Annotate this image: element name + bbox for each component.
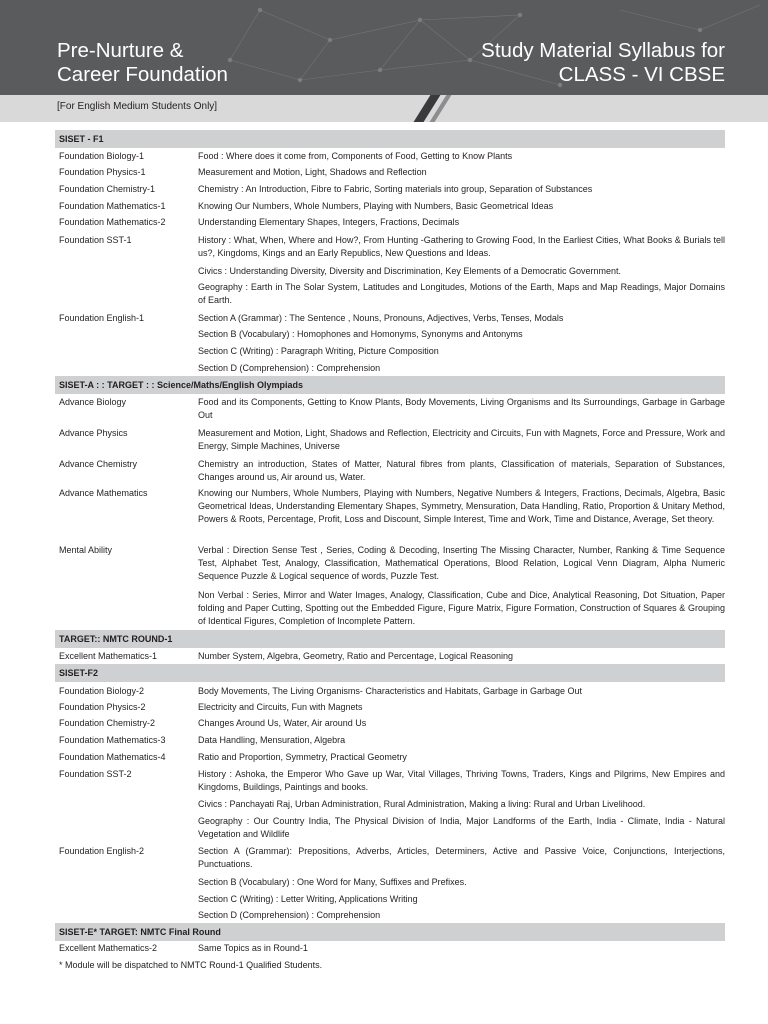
- subject-label: Foundation English-1: [59, 313, 145, 323]
- subject-label: Foundation Chemistry-1: [59, 184, 156, 194]
- topics-text: History : Ashoka, the Emperor Who Gave up War, Vital Villages, Thriving Towns, Traders, Kings and Pilgrims, New Empires and Kingdoms, Buildings, Paintings and books.: [198, 769, 725, 792]
- subject-label: Foundation Mathematics-3: [59, 735, 166, 745]
- footnote: * Module will be dispatched to NMTC Round-1 Qualified Students.: [59, 960, 323, 970]
- brand-title: [57, 39, 228, 87]
- subject-label: Foundation Mathematics-4: [59, 752, 166, 762]
- subject-label: Advance Chemistry: [59, 459, 138, 469]
- document-title-line2: CLASS - VI CBSE: [558, 63, 725, 86]
- topics-text: Section A (Grammar): Prepositions, Adverbs, Articles, Determiners, Active and Passive Voice, Conjunctions, Interjections, Punctuations.: [198, 846, 725, 869]
- subject-label: Foundation SST-2: [59, 769, 132, 779]
- topics-text: Section C (Writing) : Letter Writing, Applications Writing: [198, 894, 418, 904]
- topics-text: Knowing Our Numbers, Whole Numbers, Playing with Numbers, Basic Geometrical Ideas: [198, 201, 554, 211]
- topics-text: Civics : Understanding Diversity, Diversity and Discrimination, Key Elements of a Democratic Government.: [198, 266, 621, 276]
- topics-text: Ratio and Proportion, Symmetry, Practical Geometry: [198, 752, 407, 762]
- topics-text: Data Handling, Mensuration, Algebra: [198, 735, 346, 745]
- section-header: SISET - F1: [55, 130, 725, 148]
- header-banner: [0, 0, 768, 95]
- section-header: SISET-A : : TARGET : : Science/Maths/English Olympiads: [55, 376, 725, 394]
- brand-title-line2: Career Foundation: [57, 63, 228, 86]
- subject-label: Foundation Chemistry-2: [59, 718, 156, 728]
- subject-label: Foundation Physics-2: [59, 702, 146, 712]
- brand-title-line1: Pre-Nurture &: [57, 39, 184, 62]
- subject-label: Advance Physics: [59, 428, 128, 438]
- topics-text: Understanding Elementary Shapes, Integers, Fractions, Decimals: [198, 217, 460, 227]
- section-header: SISET-F2: [55, 664, 725, 682]
- topics-text: Food : Where does it come from, Components of Food, Getting to Know Plants: [198, 151, 513, 161]
- topics-text: Section A (Grammar) : The Sentence , Nouns, Pronouns, Adjectives, Verbs, Tenses, Modals: [198, 313, 564, 323]
- subject-label: Foundation English-2: [59, 846, 145, 856]
- topics-text: Changes Around Us, Water, Air around Us: [198, 718, 367, 728]
- topics-text: Food and its Components, Getting to Know Plants, Body Movements, Living Organisms and Its Surroundings, Garbage in Garbage Out: [198, 397, 725, 420]
- subject-label: Foundation Biology-2: [59, 686, 145, 696]
- topics-text: Number System, Algebra, Geometry, Ratio and Percentage, Logical Reasoning: [198, 651, 513, 661]
- topics-text: Non Verbal : Series, Mirror and Water Images, Analogy, Classification, Cube and Dice, Analytical Reasoning, Dot Situation, Paper folding and Paper Cutting, Spotting out the Embedded Figure, Figure Matrix, Figure Formation, Construction of Squares & Grouping of Identical Figures, Completion of Incomplete Pattern.: [198, 590, 725, 626]
- subject-label: Foundation Mathematics-1: [59, 201, 166, 211]
- topics-text: Measurement and Motion, Light, Shadows and Reflection: [198, 167, 427, 177]
- topics-text: Geography : Earth in The Solar System, Latitudes and Longitudes, Motions of the Earth, Maps and Map Readings, Major Domains of Earth.: [198, 282, 725, 305]
- subject-label: Mental Ability: [59, 545, 113, 555]
- topics-text: Section B (Vocabulary) : Homophones and Homonyms, Synonyms and Antonyms: [198, 329, 523, 339]
- topics-text: History : What, When, Where and How?, From Hunting -Gathering to Growing Food, In the Earliest Cities, What Books & Burials tell us?, Kingdoms, Kings and an Early Republics, New Questions and Ideas.: [198, 235, 725, 258]
- subject-label: Advance Biology: [59, 397, 127, 407]
- topics-text: Section D (Comprehension) : Comprehension: [198, 910, 381, 920]
- document-title: [481, 39, 725, 87]
- topics-text: Electricity and Circuits, Fun with Magnets: [198, 702, 363, 712]
- topics-text: Geography : Our Country India, The Physical Division of India, Major Landforms of the Earth, India - Climate, India - Natural Vegetation and Wildlife: [198, 816, 725, 839]
- topics-text: Section B (Vocabulary) : One Word for Many, Suffixes and Prefixes.: [198, 877, 467, 887]
- topics-text: Same Topics as in Round-1: [198, 943, 308, 953]
- topics-text: Verbal : Direction Sense Test , Series, Coding & Decoding, Inserting The Missing Character, Number, Ranking & Time Sequence Test, Alphabet Test, Analogy, Classification, Mathematical Operations, Blood Relation, Logical Venn Diagram, Alpha Numeric Sequence Puzzle & Logical sequence of words, Puzzle Test.: [198, 545, 725, 581]
- topics-text: Measurement and Motion, Light, Shadows and Reflection, Electricity and Circuits, Fun with Magnets, Force and Pressure, Work and Energy, Simple Machines, Universe: [198, 428, 725, 451]
- document-title-line1: Study Material Syllabus for: [481, 39, 725, 62]
- subject-label: Excellent Mathematics-2: [59, 943, 158, 953]
- topics-text: Section C (Writing) : Paragraph Writing, Picture Composition: [198, 346, 439, 356]
- language-note: [For English Medium Students Only]: [57, 101, 218, 112]
- topics-text: Chemistry : An Introduction, Fibre to Fabric, Sorting materials into group, Separation of Substances: [198, 184, 593, 194]
- subject-label: Foundation Mathematics-2: [59, 217, 166, 227]
- topics-text: Knowing our Numbers, Whole Numbers, Playing with Numbers, Negative Numbers & Integers, Fractions, Decimals, Algebra, Basic Geometrical Ideas, Understanding Elementary Shapes, Symmetry, Mensuration, Data Handling, Ratio, Proportion & Unitary Method, Powers & Roots, Percentage, Profit, Loss and Discount, Simple Interest, Time and Work, Time and Distance, Average, Set theory.: [198, 488, 725, 524]
- subject-label: Excellent Mathematics-1: [59, 651, 158, 661]
- subject-label: Foundation Physics-1: [59, 167, 146, 177]
- section-header: TARGET:: NMTC ROUND-1: [55, 630, 725, 648]
- topics-text: Civics : Panchayati Raj, Urban Administration, Rural Administration, Making a living: Rural and Urban Livelihood.: [198, 799, 646, 809]
- note-bar: [0, 95, 768, 122]
- subject-label: Foundation SST-1: [59, 235, 132, 245]
- section-header: SISET-E* TARGET: NMTC Final Round: [55, 923, 725, 941]
- topics-text: Chemistry an introduction, States of Matter, Natural fibres from plants, Classification of materials, Separation of Substances, Changes around us, Air around us, Water.: [198, 459, 725, 482]
- subject-label: Foundation Biology-1: [59, 151, 145, 161]
- topics-text: Body Movements, The Living Organisms- Characteristics and Habitats, Garbage in Garbage Out: [198, 686, 583, 696]
- topics-text: Section D (Comprehension) : Comprehension: [198, 363, 381, 373]
- subject-label: Advance Mathematics: [59, 488, 148, 498]
